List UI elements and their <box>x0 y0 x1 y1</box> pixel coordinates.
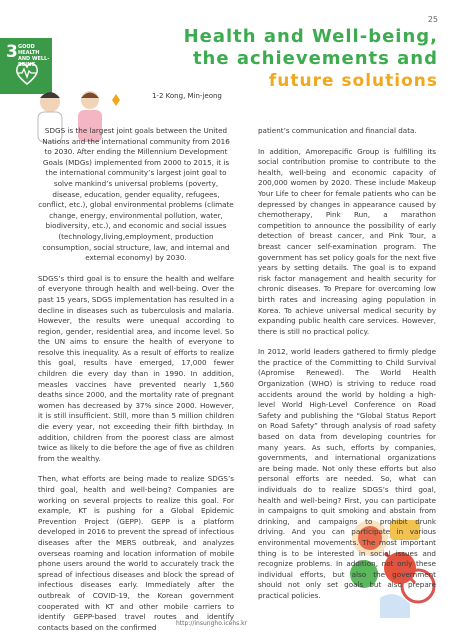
paragraph: patient’s communication and financial data. <box>258 126 417 135</box>
title-line-2: the achievements and <box>192 48 438 69</box>
badge-number: 3 <box>6 42 18 62</box>
left-column <box>38 126 234 643</box>
authors: 1-2 Kong, Min-jeong <box>152 92 222 100</box>
footer-url: http://insungho.icehs.kr <box>176 620 248 627</box>
paragraph: Then, what efforts are being made to realize SDGS’s third goal, health and well-being? Companies are working on several projects to realize this goal. For example, KT is pushing for a Global Epidemic Prevention Project (GEPP). GEPP is a platform developed in 2016 to prevent the spread of infectious diseases after the MERS outbreak, and analyzes overseas roaming and location information of mobile phone users around the world to accurately track the spread of infectious diseases and block the spread of infectious diseases early. Immediately after the outbreak of COVID-19, the Korean government cooperated with KT and other mobile carriers to identify GEPP-based travel routes and identify contacts based on the confirmed <box>38 474 234 632</box>
page-number: 25 <box>427 15 438 24</box>
title-line-1: Health and Well-being, <box>183 26 438 47</box>
paragraph: SDGS’s third goal is to ensure the health and welfare of everyone through health and well-being. Over the past 15 years, SDGS implementation has resulted in a decline in diseases such as tuberculosis and malaria. However, the results were unequal according to region, gender, residential area, and income level. So the UN aims to ensure the health of everyone to resolve this inequality. As a result of efforts to realize this goal, results have emerged, 17,000 fewer children die every day than in 1990. In addition, measles vaccines have prevented nearly 1,560 deaths since 2000, and the mortality rate of pregnant women has decreased by 37% since 2000. However, it is still insufficient. Still, more than 5 million children die every year, not exceeding their fifth birthday. In addition, children from the poorest class are almost twice as likely to die before the age of five as children from the wealthy. <box>38 273 234 463</box>
title-line-3: future solutions <box>268 71 438 91</box>
paragraph: In 2012, world leaders gathered to firmly pledge the practice of the Committing to Child Survival (Apromise Renewed). The World Health Organization (WHO) is striving to reduce road accidents around the world by holding a high-level World High-Level Conference on Road Safety and publishing the “Global Status Report on Road Safety” through analysis of road safety based on data from developing countries for many years. As such, efforts by companies, governments, and international organizations are being made. Not only these efforts but also personal efforts are needed. So, what can individuals do to realize SDGS’s third goal, health and well-being? First, you can participate in campaigns to quit smoking and abstain from drinking, and campaigns to prohibit drunk driving. And you can participate in various environmental movements. The most important thing is to be interested in social issues and recognize problems. In addition, not only these individual efforts, but also the government should not only set goals but also prepare practical policies. <box>258 347 436 600</box>
paragraph: In addition, Amorepacific Group is fulfilling its social contribution promise to contribute to the health, well-being and economic capacity of 200,000 women by 2020. These include Makeup Your Life to cheer for female patients who can be depressed by changes in appearance caused by chemotherapy, Pink Run, a marathon competition to announce the possibility of early detection of breast cancer, and Pink Tour, a breast cancer self-examination program. The government has set policy goals for the next five years by setting details. The goal is to expand risk factor management and health security for chronic diseases. To Prepare for overcoming low birth rates and increasing aging population in Korea. To achieve universal medical security by expanding public health care services. However, there is still no practical policy. <box>258 146 436 336</box>
heartbeat-icon <box>14 60 40 86</box>
page-title <box>150 26 438 92</box>
right-column <box>258 126 436 612</box>
badge-label: GOOD HEALTH AND WELL-BEING <box>18 44 50 68</box>
paragraph: SDGS is the largest joint goals between the United Nations and the international community from 2016 to 2030. After ending the Millennium Development Goals (MDGs) implemented from 2000 to 2015, it is the international community’s largest joint goal to solve mankind’s universal problems (poverty, disease, education, gender equality, refugees, conflict, etc.), global environmental problems (climate change, energy, environmental pollution, water, biodiversity, etc.), and economic and social issues (technology,living,employment, production consumption, social structure, law, and internal and external economy) by 2030. <box>38 126 234 263</box>
